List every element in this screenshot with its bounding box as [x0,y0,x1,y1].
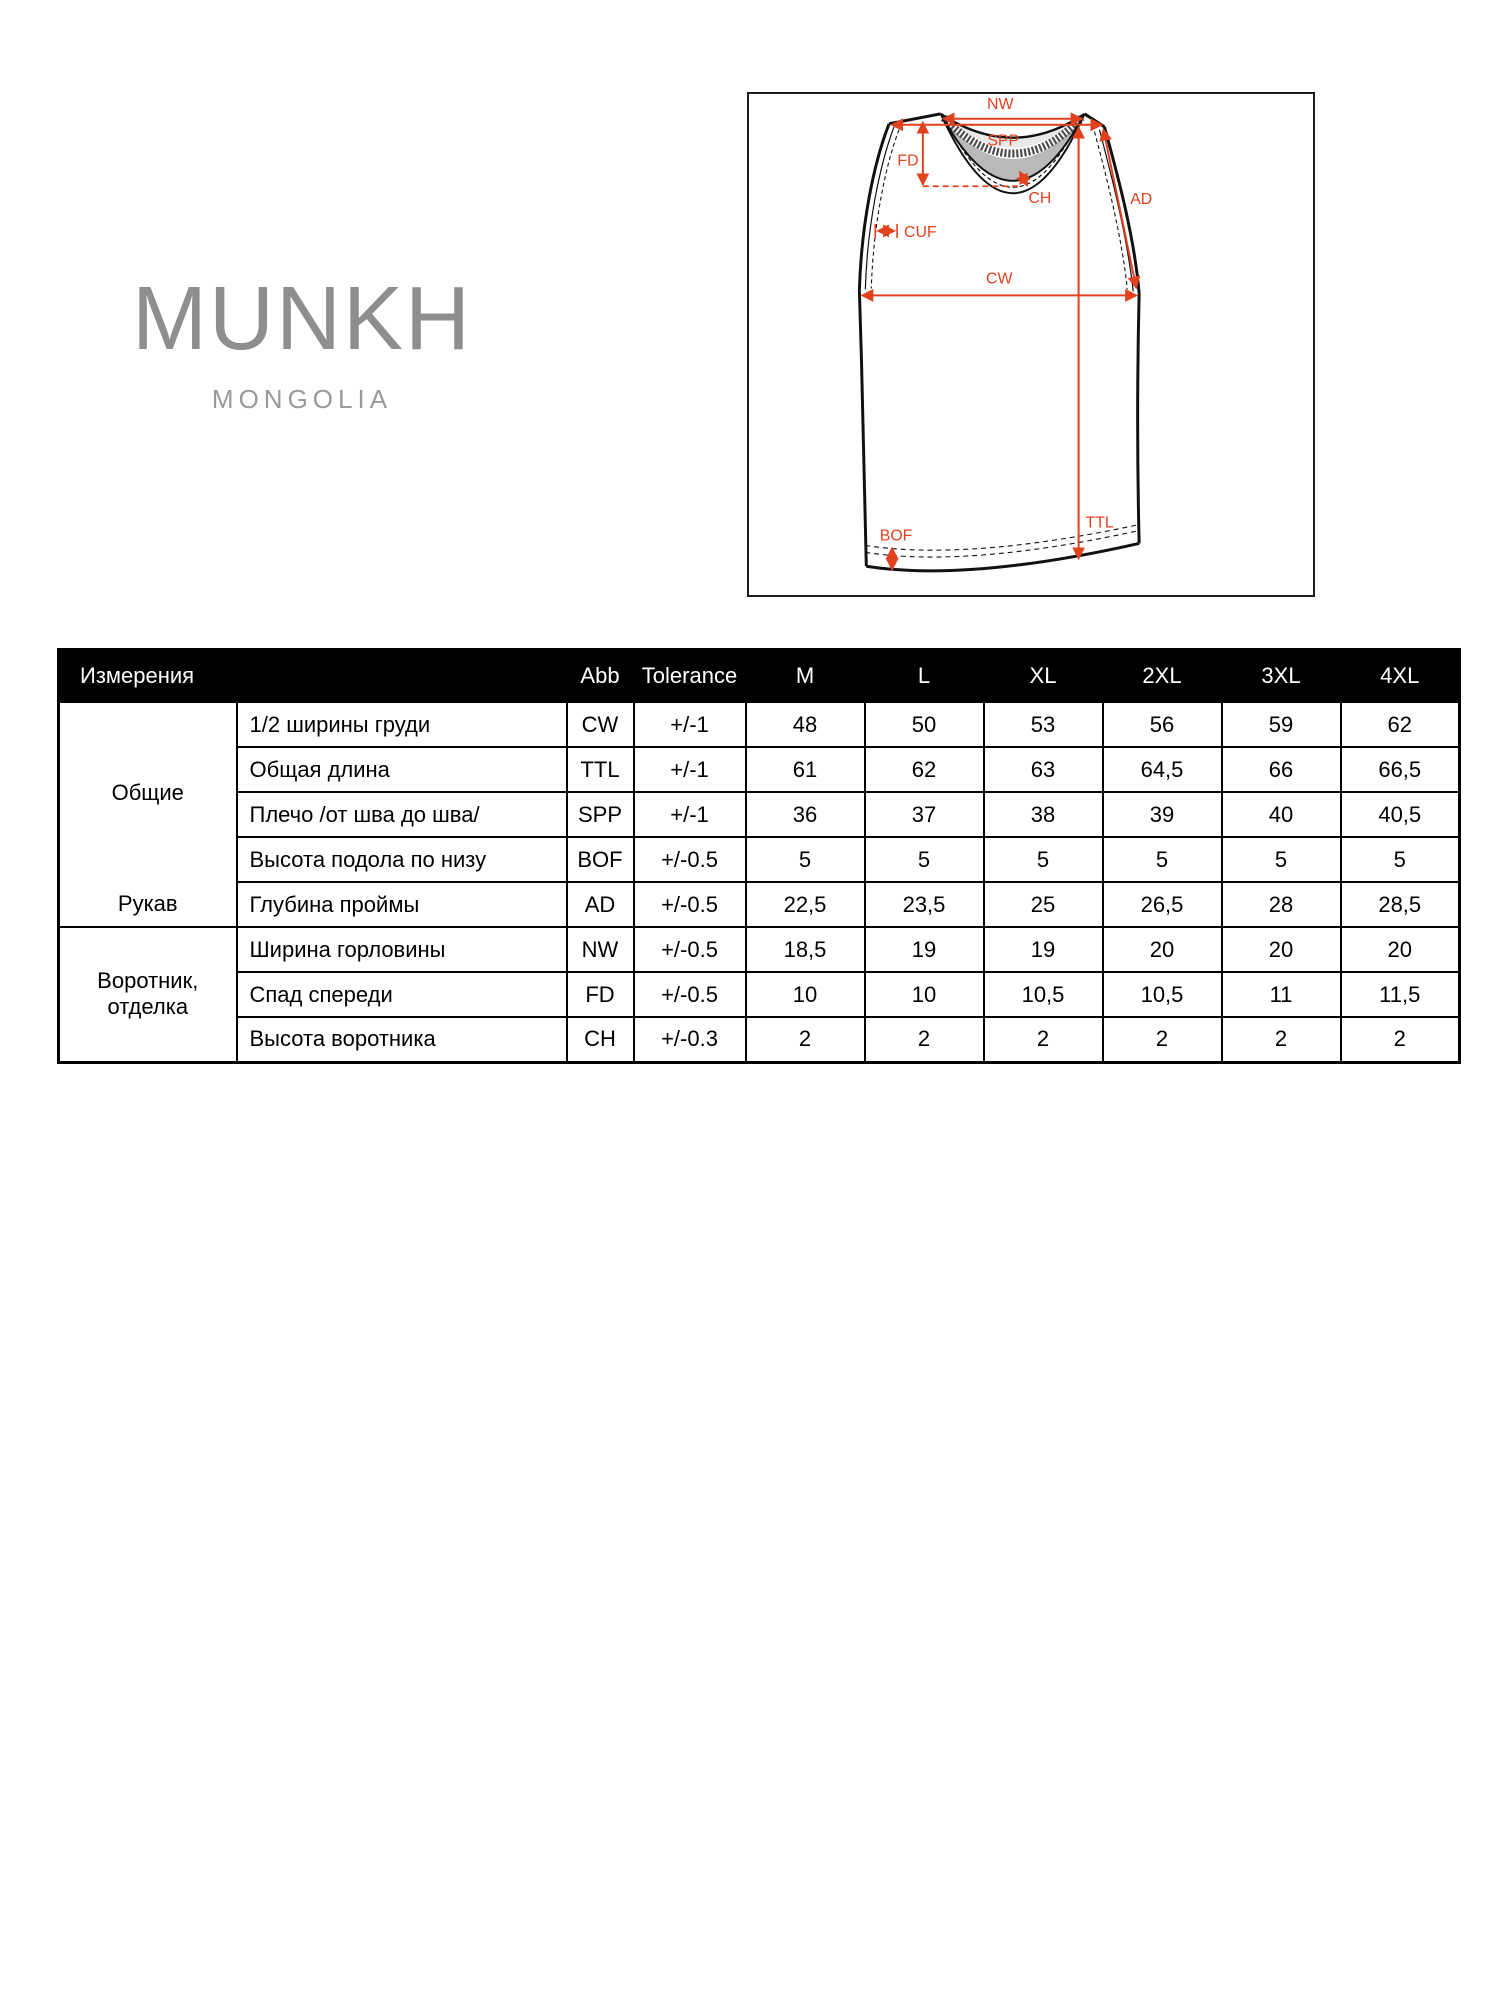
ad-arrow [1103,130,1136,288]
group-label-vorotnik: Воротник, отделка [59,927,237,1062]
abb-cell: TTL [567,747,634,792]
table-row [59,747,1460,792]
tolerance-cell: +/-1 [634,702,746,747]
size-value-cell: 20 [1103,927,1222,972]
size-value-cell: 5 [865,837,984,882]
table-row [59,972,1460,1017]
table-row [59,1017,1460,1062]
table-row [59,927,1460,972]
size-value-cell: 38 [984,792,1103,837]
size-value-cell: 2 [746,1017,865,1062]
size-value-cell: 2 [865,1017,984,1062]
diagram-label-cuf: CUF [904,223,937,241]
header-size-4xl: 4XL [1341,650,1460,703]
measurement-name-cell: Глубина проймы [237,882,567,927]
table-row [59,702,1460,747]
right-armhole-binding [1099,130,1133,292]
measurement-name-cell: Высота воротника [237,1017,567,1062]
garment-diagram-frame [747,92,1315,597]
size-value-cell: 62 [865,747,984,792]
tolerance-cell: +/-0.5 [634,837,746,882]
tolerance-cell: +/-1 [634,747,746,792]
header-size-3xl: 3XL [1222,650,1341,703]
header-tolerance: Tolerance [634,650,746,703]
abb-cell: FD [567,972,634,1017]
size-value-cell: 36 [746,792,865,837]
size-value-cell: 2 [1222,1017,1341,1062]
size-value-cell: 10 [865,972,984,1017]
tolerance-cell: +/-1 [634,792,746,837]
brand-name: MUNKH [132,269,472,369]
abb-cell: CH [567,1017,634,1062]
header-size-m: M [746,650,865,703]
size-value-cell: 10 [746,972,865,1017]
size-value-cell: 19 [984,927,1103,972]
right-side-seam [1138,293,1139,543]
tolerance-cell: +/-0.5 [634,882,746,927]
abb-cell: NW [567,927,634,972]
size-value-cell: 53 [984,702,1103,747]
size-value-cell: 25 [984,882,1103,927]
brand-subtitle: MONGOLIA [211,384,393,414]
size-value-cell: 63 [984,747,1103,792]
table-row [59,792,1460,837]
size-value-cell: 23,5 [865,882,984,927]
size-value-cell: 66 [1222,747,1341,792]
header-measurements: Измерения [59,650,567,703]
abb-cell: SPP [567,792,634,837]
diagram-label-bof: BOF [879,527,913,545]
measurement-name-cell: Общая длина [237,747,567,792]
size-value-cell: 28,5 [1341,882,1460,927]
size-value-cell: 5 [984,837,1103,882]
group-label-rukav: Рукав [59,882,237,927]
size-value-cell: 10,5 [1103,972,1222,1017]
diagram-label-nw: NW [987,95,1014,113]
header-size-l: L [865,650,984,703]
size-value-cell: 56 [1103,702,1222,747]
measurement-name-cell: Высота подола по низу [237,837,567,882]
brand-logo [117,269,487,415]
size-value-cell: 20 [1222,927,1341,972]
size-value-cell: 5 [1341,837,1460,882]
left-armhole [859,124,889,291]
size-value-cell: 11 [1222,972,1341,1017]
size-value-cell: 22,5 [746,882,865,927]
size-value-cell: 66,5 [1341,747,1460,792]
size-value-cell: 26,5 [1103,882,1222,927]
tank-top-measurement-diagram [749,94,1313,595]
hem-edge [866,543,1139,570]
measurement-name-cell: 1/2 ширины груди [237,702,567,747]
diagram-label-fd: FD [897,152,919,170]
size-value-cell: 40 [1222,792,1341,837]
size-value-cell: 50 [865,702,984,747]
diagram-label-ad: AD [1130,191,1153,209]
size-value-cell: 28 [1222,882,1341,927]
size-value-cell: 11,5 [1341,972,1460,1017]
abb-cell: CW [567,702,634,747]
size-value-cell: 64,5 [1103,747,1222,792]
size-value-cell: 5 [746,837,865,882]
size-value-cell: 59 [1222,702,1341,747]
tolerance-cell: +/-0.5 [634,927,746,972]
size-value-cell: 20 [1341,927,1460,972]
size-value-cell: 19 [865,927,984,972]
header-size-xl: XL [984,650,1103,703]
size-value-cell: 2 [984,1017,1103,1062]
table-row [59,882,1460,927]
tolerance-cell: +/-0.3 [634,1017,746,1062]
header-abb: Abb [567,650,634,703]
tolerance-cell: +/-0.5 [634,972,746,1017]
left-shoulder-seam [889,114,941,124]
size-value-cell: 5 [1222,837,1341,882]
table-row [59,837,1460,882]
diagram-label-ttl: TTL [1085,514,1114,532]
measurement-name-cell: Плечо /от шва до шва/ [237,792,567,837]
diagram-label-ch: CH [1028,190,1052,208]
group-label-obshchie: Общие [59,702,237,882]
measurement-name-cell: Спад спереди [237,972,567,1017]
size-value-cell: 62 [1341,702,1460,747]
size-value-cell: 39 [1103,792,1222,837]
left-side-seam [859,290,866,566]
abb-cell: AD [567,882,634,927]
right-armhole [1104,127,1139,294]
header-size-2xl: 2XL [1103,650,1222,703]
table-header-row [59,650,1460,703]
abb-cell: BOF [567,837,634,882]
size-value-cell: 37 [865,792,984,837]
size-value-cell: 5 [1103,837,1222,882]
size-value-cell: 2 [1103,1017,1222,1062]
size-value-cell: 61 [746,747,865,792]
measurement-name-cell: Ширина горловины [237,927,567,972]
size-value-cell: 40,5 [1341,792,1460,837]
size-value-cell: 48 [746,702,865,747]
size-value-cell: 10,5 [984,972,1103,1017]
size-value-cell: 2 [1341,1017,1460,1062]
size-chart-table [57,648,1461,1064]
diagram-label-cw: CW [986,270,1013,288]
size-value-cell: 18,5 [746,927,865,972]
diagram-label-spp: SPP [987,132,1020,150]
